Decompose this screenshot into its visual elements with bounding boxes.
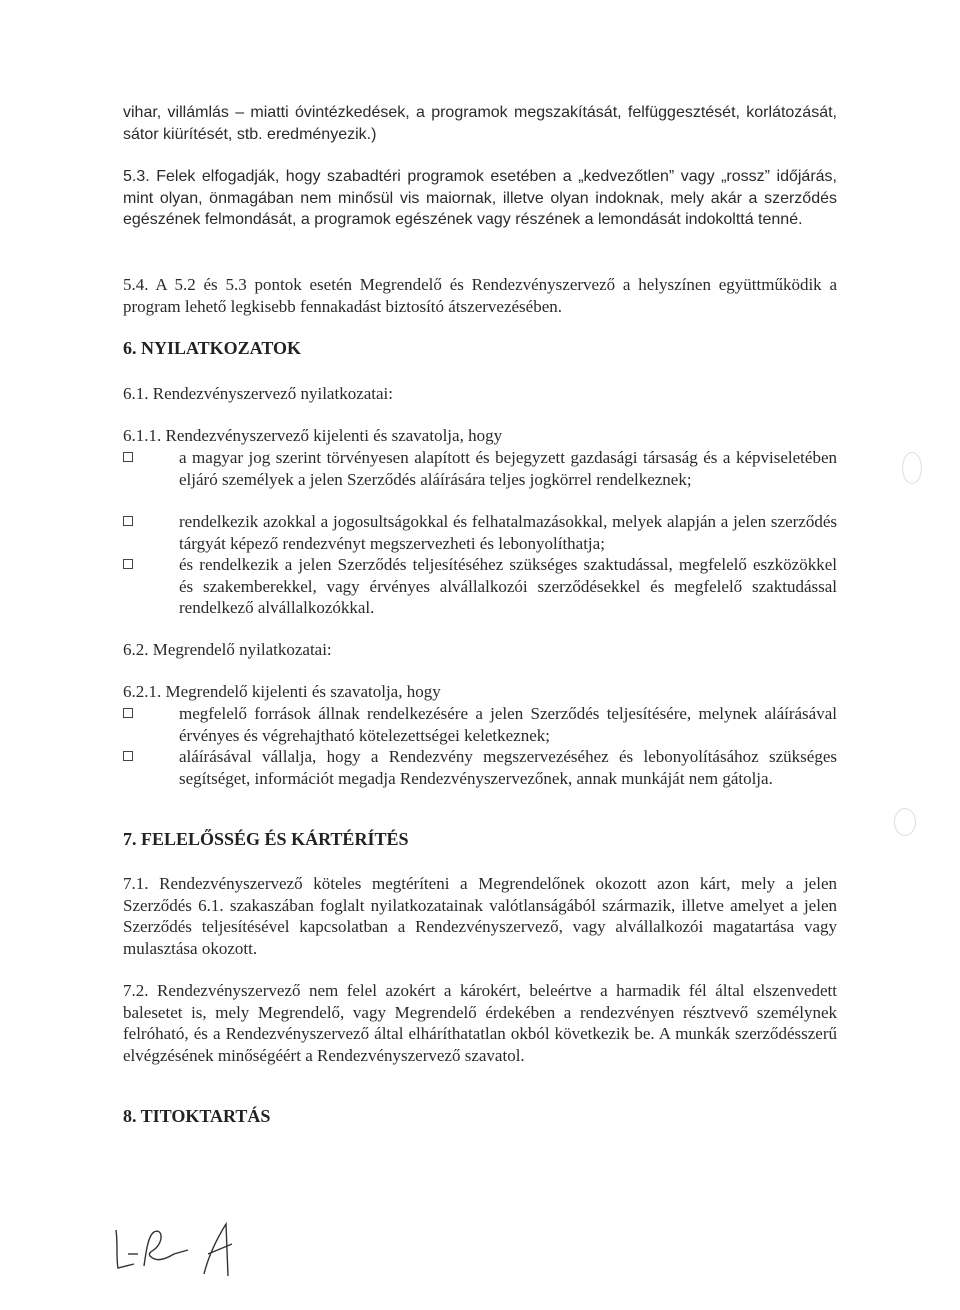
paragraph-5-3: 5.3. Felek elfogadják, hogy szabadtéri programok esetében a „kedvezőtlen” vagy „rossz” időjárás, mint olyan, önmagában nem minősül vis maiornak, illetve olyan indoknak, mely akár a szerződés egészének felmondását, a programok egészének vagy részének a lemondását indokolttá tenné. <box>123 168 837 228</box>
subsection-6-2: 6.2. Megrendelő nyilatkozatai: <box>123 640 332 659</box>
paragraph-7-1: 7.1. Rendezvényszervező köteles megtéríteni a Megrendelőnek okozott azon kárt, mely a jelen Szerződés 6.1. szakaszában foglalt nyilatkozatainak valótlanságából származik, illetve amelyet a jelen Szerződés teljesítésével kapcsolatban a Rendezvényszervező, vagy alvállalkozói magatartása vagy mulasztása okozott. <box>123 874 837 958</box>
section-7-heading: 7. FELELŐSSÉG ÉS KÁRTÉRÍTÉS <box>123 829 409 849</box>
section-8-heading: 8. TITOKTARTÁS <box>123 1106 271 1126</box>
list-item-text: rendelkezik azokkal a jogosultságokkal és felhatalmazásokkal, melyek alapján a jelen szerződés tárgyát képező rendezvényt megszervezheti és lebonyolíthatja; <box>179 512 837 553</box>
list-item <box>123 554 837 619</box>
list-item <box>123 703 837 746</box>
scan-artifact <box>894 808 916 836</box>
handwritten-initials-signature <box>108 1214 248 1284</box>
checkbox-square-icon <box>123 516 133 526</box>
scan-artifact <box>902 452 922 484</box>
paragraph-5-4: 5.4. A 5.2 és 5.3 pontok esetén Megrendelő és Rendezvényszervező a helyszínen együttműködik a program lehető legkisebb fennakadást biztosító átszervezésében. <box>123 275 837 316</box>
list-item-text: megfelelő források állnak rendelkezésére a jelen Szerződés teljesítésére, melynek aláírásával érvényes és végrehajtható kötelezettségei keletkeznek; <box>179 704 837 745</box>
paragraph-continued: vihar, villámlás – miatti óvintézkedések, a programok megszakítását, felfüggesztését, korlátozását, sátor kiürítését, stb. eredményezik.) <box>123 104 837 143</box>
checkbox-square-icon <box>123 708 133 718</box>
checkbox-square-icon <box>123 452 133 462</box>
checkbox-square-icon <box>123 559 133 569</box>
list-item-text: a magyar jog szerint törvényesen alapított és bejegyzett gazdasági társaság és a képviseletében eljáró személyek a jelen Szerződés aláírására teljes jogkörrel rendelkeznek; <box>179 448 837 489</box>
subsection-6-1-1: 6.1.1. Rendezvényszervező kijelenti és szavatolja, hogy <box>123 426 503 445</box>
list-item-text: és rendelkezik a jelen Szerződés teljesítéséhez szükséges szaktudással, megfelelő eszközökkel és szakemberekkel, vagy érvényes alvállalkozói szerződésekkel és megfelelő szaktudással rendelkező alvállalkozókkal. <box>179 555 837 617</box>
paragraph-7-2: 7.2. Rendezvényszervező nem felel azokért a károkért, beleértve a harmadik fél által elszenvedett balesetet is, mely Megrendelő, vagy Megrendelő érdekében a rendezvényen résztvevő személynek felróható, és a Rendezvényszervező által elháríthatatlan okból következik be. A munkák szerződésszerű elvégzésének minőségéért a Rendezvényszervező szavatol. <box>123 981 837 1065</box>
checkbox-square-icon <box>123 751 133 761</box>
list-item-text: aláírásával vállalja, hogy a Rendezvény megszervezéséhez és lebonyolításához szükséges segítséget, információt megadja Rendezvényszervezőnek, annak munkáját nem gátolja. <box>179 747 837 788</box>
list-item <box>123 447 837 490</box>
list-item <box>123 746 837 789</box>
section-6-heading: 6. NYILATKOZATOK <box>123 338 302 358</box>
subsection-6-1: 6.1. Rendezvényszervező nyilatkozatai: <box>123 384 393 403</box>
subsection-6-2-1: 6.2.1. Megrendelő kijelenti és szavatolja, hogy <box>123 682 441 701</box>
list-item <box>123 511 837 554</box>
